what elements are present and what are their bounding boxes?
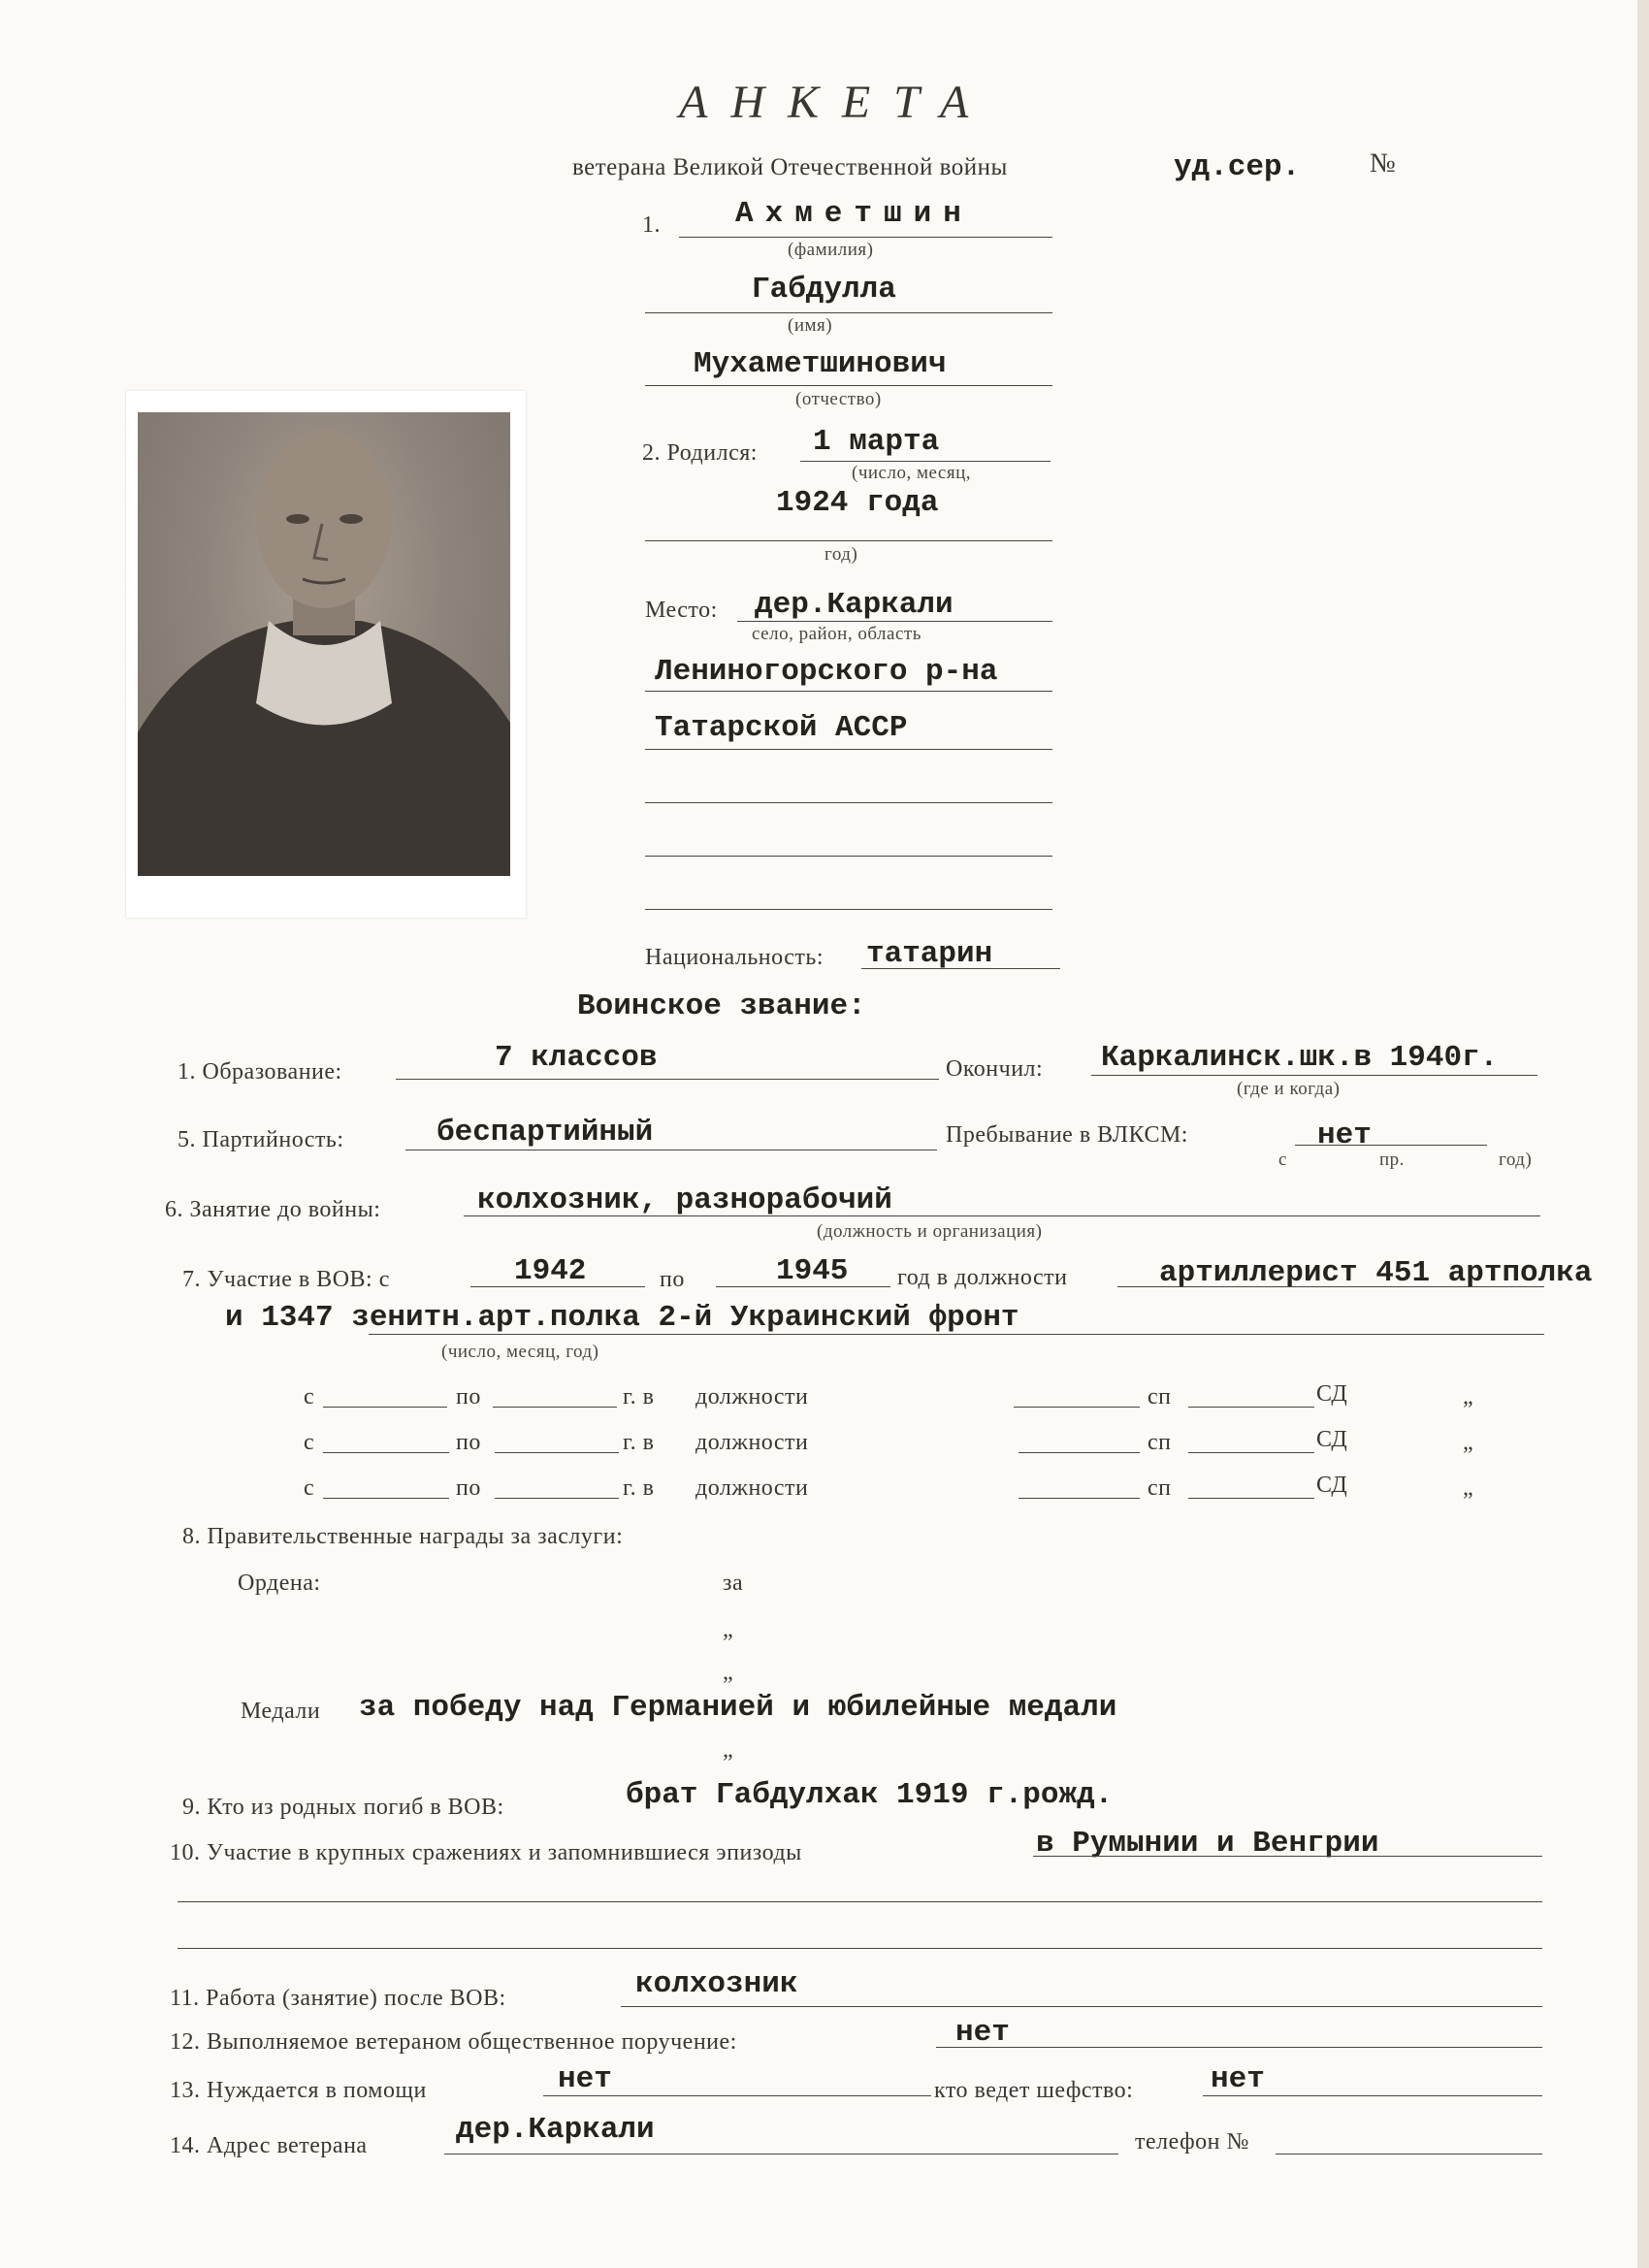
service-row-3-from: с [304, 1475, 315, 1501]
service-row-2-to-line [495, 1452, 619, 1453]
service-row-3-sd-line [1188, 1498, 1314, 1499]
battles-line-2 [178, 1901, 1542, 1902]
party-label: 5. Партийность: [178, 1127, 344, 1152]
service-row-3-position: должности [695, 1475, 809, 1501]
veteran-photo [126, 391, 526, 918]
birth-label: 2. Родился: [642, 440, 758, 466]
war-position-label: год в должности [897, 1265, 1068, 1290]
address-label: 14. Адрес ветерана [170, 2133, 368, 2158]
phone-line [1276, 2154, 1542, 2155]
service-row-1-ditto: „ [1463, 1384, 1474, 1409]
killed-value: брат Габдулхак 1919 г.рожд. [626, 1778, 1114, 1812]
medals-value: за победу над Германией и юбилейные медали [359, 1691, 1117, 1725]
service-row-3-sp-line [1018, 1498, 1140, 1499]
surname-line [679, 237, 1052, 238]
rank-label: Воинское звание: [577, 989, 866, 1023]
service-row-3-to-line [495, 1498, 619, 1499]
form-title: АНКЕТА [679, 77, 992, 128]
service-row-3-sp: сп [1148, 1475, 1172, 1501]
place-line-3 [645, 749, 1052, 750]
party-value: беспартийный [436, 1116, 654, 1150]
education-line [396, 1079, 939, 1080]
service-row-1-position: должности [695, 1384, 809, 1409]
service-row-1-to-line [493, 1407, 617, 1408]
service-row-2-ditto: „ [1463, 1430, 1474, 1455]
help-line [543, 2095, 931, 2096]
patron-label: кто ведет шефство: [934, 2078, 1134, 2103]
war-line-2-rule [369, 1334, 1544, 1335]
war-to-line [716, 1286, 890, 1287]
finished-caption: (где и когда) [1237, 1079, 1341, 1099]
number-sign: № [1370, 148, 1397, 178]
address-value: дер.Каркали [456, 2113, 655, 2147]
killed-label: 9. Кто из родных погиб в ВОВ: [182, 1795, 504, 1820]
surname-number: 1. [642, 212, 661, 238]
finished-line [1091, 1075, 1537, 1076]
war-line-2: и 1347 зенитн.арт.полка 2-й Украинский фронт [225, 1301, 1019, 1335]
medals-ditto: „ [723, 1737, 734, 1763]
place-line-1 [737, 621, 1052, 622]
occupation-label: 6. Занятие до войны: [165, 1197, 381, 1222]
birth-line-1 [800, 461, 1051, 462]
nationality-label: Национальность: [645, 945, 824, 970]
after-war-line [621, 2006, 1542, 2007]
service-row-3-ditto: „ [1463, 1475, 1474, 1501]
place-line-5 [645, 856, 1052, 857]
battles-value: в Румынии и Венгрии [1036, 1827, 1379, 1861]
service-row-1-sd-line [1188, 1407, 1314, 1408]
page-edge [1637, 0, 1649, 2268]
service-row-1-year: г. в [623, 1384, 655, 1409]
phone-label: телефон № [1135, 2129, 1249, 2155]
vlksm-caption-c: с [1278, 1150, 1287, 1170]
finished-label: Окончил: [946, 1056, 1044, 1082]
service-row-1-to: по [456, 1384, 481, 1409]
service-row-2-sp-line [1018, 1452, 1140, 1453]
service-row-3-from-line [323, 1498, 449, 1499]
orders-za: за [723, 1571, 744, 1596]
vlksm-caption-year: год) [1499, 1150, 1533, 1170]
birth-day-month: 1 марта [813, 425, 940, 459]
form-subtitle: ветерана Великой Отечественной войны [572, 154, 1008, 180]
patronymic-caption: (отчество) [795, 389, 882, 409]
war-from: 1942 [514, 1254, 587, 1288]
occupation-value: колхозник, разнорабочий [477, 1183, 892, 1217]
after-war-value: колхозник [635, 1967, 798, 2001]
name-line [645, 312, 1052, 313]
orders-label: Ордена: [238, 1571, 321, 1596]
service-row-2-from-line [323, 1452, 449, 1453]
war-po: по [660, 1267, 685, 1292]
birth-caption-1: (число, месяц, [852, 463, 971, 483]
vlksm-caption-pr: пр. [1379, 1150, 1405, 1170]
place-region: Татарской АССР [655, 711, 908, 745]
awards-label: 8. Правительственные награды за заслуги: [182, 1524, 624, 1549]
war-position-value: артиллерист 451 артполка [1159, 1256, 1593, 1290]
public-duty-line [936, 2047, 1542, 2048]
service-row-2-from: с [304, 1430, 315, 1455]
war-label: 7. Участие в ВОВ: с [182, 1267, 390, 1292]
service-row-3-sd: СД [1316, 1473, 1348, 1498]
war-position-line [1117, 1286, 1544, 1287]
place-village: дер.Каркали [755, 588, 954, 622]
patron-line [1203, 2095, 1542, 2096]
name-caption: (имя) [788, 315, 833, 336]
place-district: Лениногорского р-на [655, 655, 998, 689]
help-value: нет [558, 2062, 612, 2096]
service-row-2-position: должности [695, 1430, 809, 1455]
portrait-image [138, 412, 510, 876]
occupation-line [464, 1215, 1540, 1216]
birth-caption-2: год) [824, 544, 858, 565]
orders-ditto-1: „ [723, 1617, 734, 1642]
birth-year: 1924 года [776, 486, 939, 520]
service-row-1-sp-line [1014, 1407, 1140, 1408]
place-line-4 [645, 802, 1052, 803]
service-row-1-from: с [304, 1384, 315, 1409]
battles-line-3 [178, 1948, 1542, 1949]
birth-line-2 [645, 540, 1052, 541]
finished-value: Каркалинск.шк.в 1940г. [1101, 1041, 1499, 1075]
service-row-1-sd: СД [1316, 1381, 1348, 1407]
orders-ditto-2: „ [723, 1660, 734, 1685]
occupation-caption: (должность и организация) [817, 1221, 1043, 1242]
place-caption: село, район, область [752, 624, 922, 644]
service-row-1-from-line [323, 1407, 447, 1408]
battles-line-1 [1033, 1856, 1542, 1857]
place-label: Место: [645, 598, 718, 623]
service-row-2-sd: СД [1316, 1427, 1348, 1452]
address-line [444, 2154, 1118, 2155]
nationality-value: татарин [866, 937, 993, 971]
surname-caption: (фамилия) [788, 240, 874, 260]
after-war-label: 11. Работа (занятие) после ВОВ: [170, 1986, 506, 2011]
service-row-1-sp: сп [1148, 1384, 1172, 1409]
war-to: 1945 [776, 1254, 849, 1288]
medals-label: Медали [241, 1699, 321, 1724]
education-label: 1. Образование: [178, 1059, 342, 1085]
service-row-2-year: г. в [623, 1430, 655, 1455]
patronymic-value: Мухаметшинович [694, 347, 947, 381]
help-label: 13. Нуждается в помощи [170, 2078, 427, 2103]
service-row-3-to: по [456, 1475, 481, 1501]
service-row-3-year: г. в [623, 1475, 655, 1501]
battles-label: 10. Участие в крупных сражениях и запомнившиеся эпизоды [170, 1840, 802, 1865]
nationality-line [861, 968, 1060, 969]
place-line-6 [645, 909, 1052, 910]
vlksm-line [1295, 1145, 1487, 1146]
patron-value: нет [1211, 2062, 1265, 2096]
vlksm-label: Пребывание в ВЛКСМ: [946, 1122, 1188, 1148]
war-from-line [470, 1286, 645, 1287]
war-caption: (число, месяц, год) [441, 1342, 599, 1362]
service-row-2-to: по [456, 1430, 481, 1455]
vlksm-value: нет [1317, 1118, 1372, 1152]
education-value: 7 классов [495, 1041, 658, 1075]
place-line-2 [645, 691, 1052, 692]
name-value: Габдулла [752, 273, 896, 307]
public-duty-value: нет [955, 2016, 1010, 2050]
certificate-series-label: уд.сер. [1174, 150, 1301, 184]
public-duty-label: 12. Выполняемое ветераном общественное поручение: [170, 2029, 737, 2055]
patronymic-line [645, 385, 1052, 386]
service-row-2-sp: сп [1148, 1430, 1172, 1455]
surname-value: Ахметшин [735, 197, 973, 231]
service-row-2-sd-line [1188, 1452, 1314, 1453]
